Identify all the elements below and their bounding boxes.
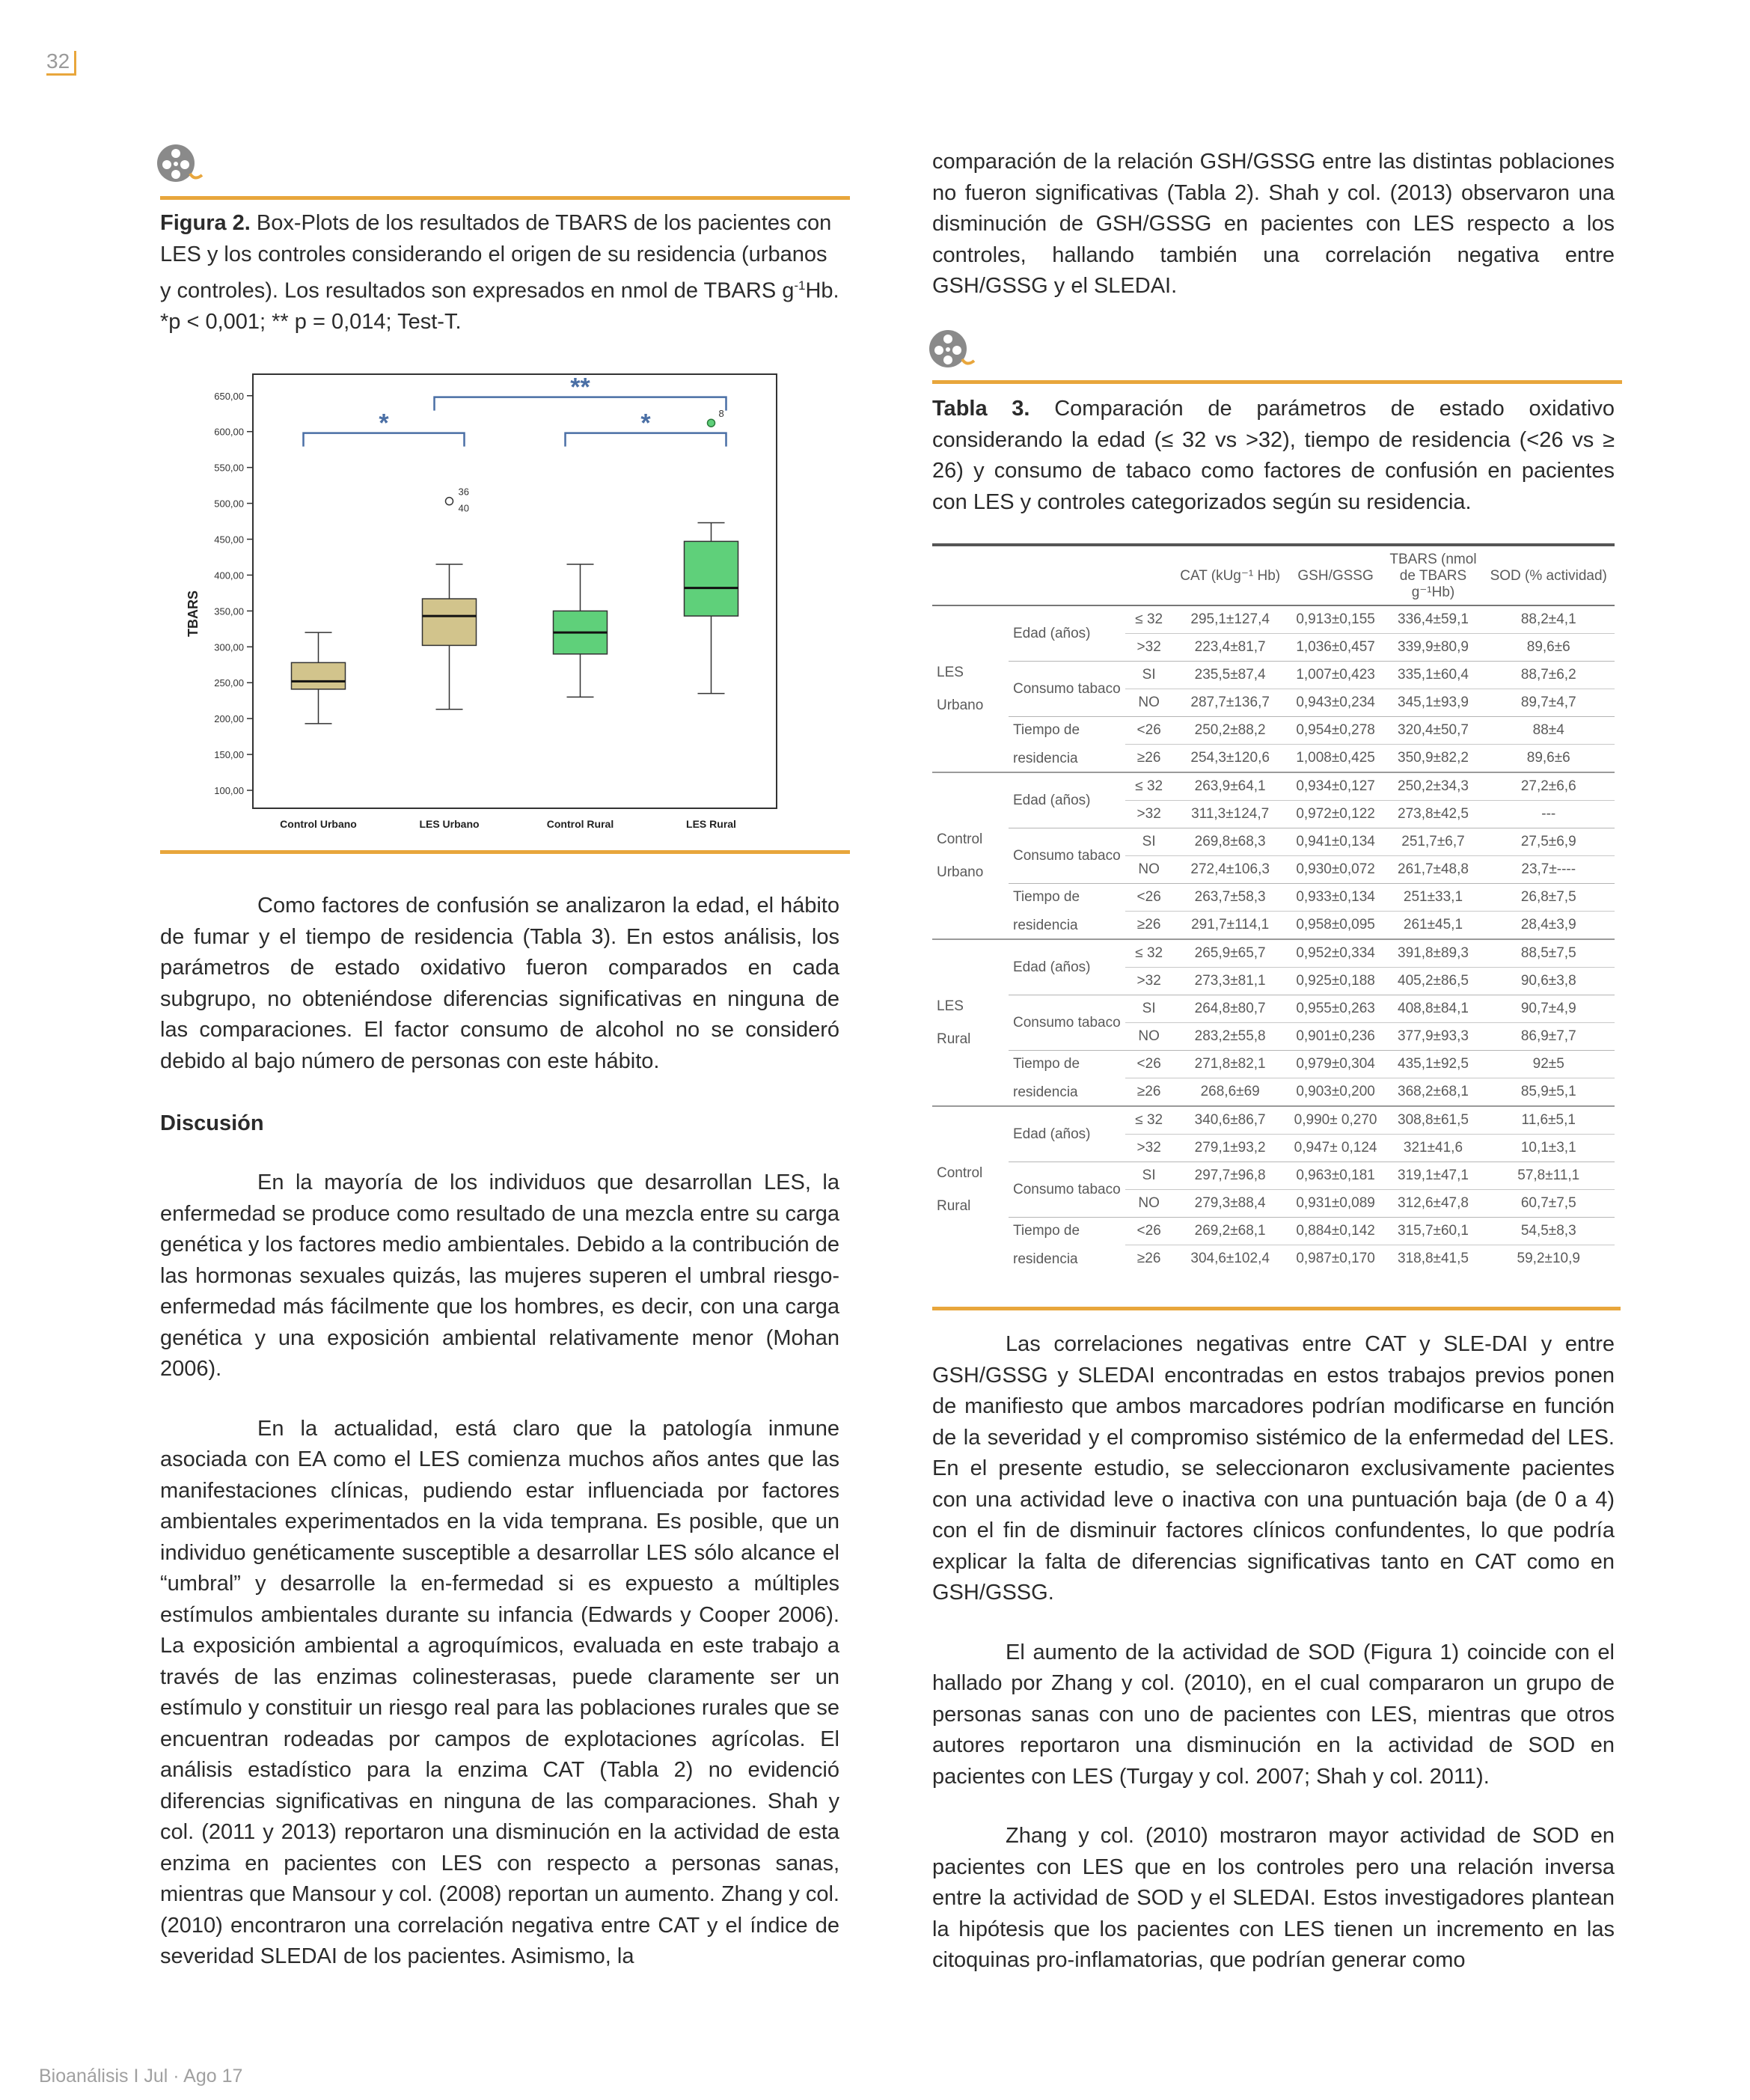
x-tick-label: LES Rural (686, 818, 736, 830)
table-caption-top-rule (932, 380, 1622, 384)
table-row (932, 1051, 1615, 1078)
outlier-point (708, 419, 715, 427)
boxplot-figure (172, 367, 801, 838)
table-header-row (932, 548, 1615, 605)
figure-caption-label: Figura 2. (160, 211, 251, 235)
table-level-cell: NO (1125, 689, 1173, 717)
table-subgroup-label (1009, 1218, 1125, 1273)
table-row (932, 1218, 1615, 1245)
y-tick-label: 550,00 (214, 462, 244, 474)
group-label-line1: LES (937, 664, 964, 680)
table-value-cell: 92±5 (1482, 1051, 1615, 1078)
table-value-cell: 335,1±60,4 (1383, 662, 1482, 689)
table-value-cell: 311,3±124,7 (1173, 801, 1288, 828)
table-value-cell: 0,925±0,188 (1288, 968, 1384, 995)
table-value-cell: 86,9±7,7 (1482, 1023, 1615, 1051)
table-subgroup-label (1009, 605, 1125, 662)
table-value-cell: 268,6±69 (1173, 1078, 1288, 1107)
table-value-cell: 279,3±88,4 (1173, 1190, 1288, 1218)
table-level-cell: >32 (1125, 801, 1173, 828)
table-value-cell: 350,9±82,2 (1383, 745, 1482, 773)
table-value-cell: 291,7±114,1 (1173, 912, 1288, 940)
box-iqr (292, 662, 346, 689)
group-label-line1: Control (937, 831, 983, 847)
y-tick-label: 250,00 (214, 677, 244, 689)
table-value-cell: 297,7±96,8 (1173, 1162, 1288, 1190)
table-value-cell: 0,901±0,236 (1288, 1023, 1384, 1051)
table-level-cell: ≥26 (1125, 1245, 1173, 1273)
group-label-line2: Rural (937, 1197, 971, 1214)
table-value-cell: 318,8±41,5 (1383, 1245, 1482, 1273)
table-value-cell: 0,941±0,134 (1288, 828, 1384, 856)
table-value-cell: 261,7±48,8 (1383, 856, 1482, 884)
table-value-cell: 89,7±4,7 (1482, 689, 1615, 717)
table-level-cell: <26 (1125, 1051, 1173, 1078)
table-value-cell: 251,7±6,7 (1383, 828, 1482, 856)
subgroup-label-line1: Edad (años) (1013, 1126, 1091, 1142)
table-value-cell: 265,9±65,7 (1173, 939, 1288, 968)
subgroup-label-line1: Consumo tabaco (1013, 1014, 1121, 1031)
table-value-cell: --- (1482, 801, 1615, 828)
table-value-cell: 0,931±0,089 (1288, 1190, 1384, 1218)
table-header-cell (1125, 548, 1173, 605)
table-row (932, 939, 1615, 968)
table-value-cell: 0,952±0,334 (1288, 939, 1384, 968)
subgroup-label-line1: Tiempo de (1013, 721, 1080, 738)
table-value-cell: 312,6±47,8 (1383, 1190, 1482, 1218)
table-value-cell: 269,8±68,3 (1173, 828, 1288, 856)
y-tick-label: 400,00 (214, 570, 244, 582)
table-row (932, 662, 1615, 689)
table-level-cell: >32 (1125, 634, 1173, 662)
paragraph-zhang: Zhang y col. (2010) mostraron mayor actividad de SOD en pacientes con LES que en los controles pero una relación inversa entre la actividad de SOD y el SLEDAI. Estos investigadores plantean la hipótesis que los pacientes con LES tienen un incremento en las citoquinas pro-inflamatorias, que podrían generar como (932, 1824, 1615, 1972)
table-value-cell: 89,6±6 (1482, 634, 1615, 662)
table-subgroup-label (1009, 772, 1125, 828)
table-value-cell: 261±45,1 (1383, 912, 1482, 940)
table-level-cell: SI (1125, 662, 1173, 689)
table-value-cell: 251±33,1 (1383, 884, 1482, 912)
significance-bracket-label: ** (570, 373, 590, 402)
table-level-cell: SI (1125, 995, 1173, 1023)
y-tick-label: 150,00 (214, 749, 244, 761)
table-value-cell: 339,9±80,9 (1383, 634, 1482, 662)
table-subgroup-label (1009, 662, 1125, 717)
table-level-cell: ≤ 32 (1125, 939, 1173, 968)
table-value-cell: 0,987±0,170 (1288, 1245, 1384, 1273)
table-group-label (932, 772, 1009, 939)
y-tick-label: 600,00 (214, 426, 244, 438)
table-subgroup-label (1009, 884, 1125, 940)
table-row (932, 1162, 1615, 1190)
subgroup-label-line1: Consumo tabaco (1013, 680, 1121, 697)
table-value-cell: 59,2±10,9 (1482, 1245, 1615, 1273)
table-value-cell: 0,947± 0,124 (1288, 1135, 1384, 1162)
table-subgroup-label (1009, 1051, 1125, 1107)
table-subgroup-label (1009, 717, 1125, 773)
table-value-cell: 0,958±0,095 (1288, 912, 1384, 940)
table-value-cell: 1,007±0,423 (1288, 662, 1384, 689)
y-tick-label: 350,00 (214, 605, 244, 617)
table-header-cell: CAT (kUg⁻¹ Hb) (1173, 548, 1288, 605)
table-value-cell: 320,4±50,7 (1383, 717, 1482, 745)
y-tick-label: 200,00 (214, 713, 244, 725)
figure-caption (160, 208, 839, 338)
table-value-cell: 1,036±0,457 (1288, 634, 1384, 662)
table-value-cell: 28,4±3,9 (1482, 912, 1615, 940)
table-value-cell: 0,913±0,155 (1288, 605, 1384, 634)
table-group-label (932, 1106, 1009, 1272)
table-value-cell: 88,5±7,5 (1482, 939, 1615, 968)
table-value-cell: 60,7±7,5 (1482, 1190, 1615, 1218)
table-value-cell: 0,972±0,122 (1288, 801, 1384, 828)
table-value-cell: 435,1±92,5 (1383, 1051, 1482, 1078)
table-value-cell: 273,8±42,5 (1383, 801, 1482, 828)
table-value-cell: 272,4±106,3 (1173, 856, 1288, 884)
box-iqr (423, 599, 477, 645)
subgroup-label-line2: residencia (1013, 750, 1078, 766)
table-value-cell: 23,7±---- (1482, 856, 1615, 884)
table-group-label (932, 939, 1009, 1106)
outlier-label: 36 (458, 486, 469, 498)
table-value-cell: 377,9±93,3 (1383, 1023, 1482, 1051)
table-value-cell: 315,7±60,1 (1383, 1218, 1482, 1245)
table-value-cell: 0,943±0,234 (1288, 689, 1384, 717)
y-tick-label: 100,00 (214, 785, 244, 797)
group-label-line1: Control (937, 1165, 983, 1181)
table-value-cell: 0,934±0,127 (1288, 772, 1384, 801)
film-reel-icon (156, 142, 208, 191)
table-value-cell: 0,930±0,072 (1288, 856, 1384, 884)
y-tick-label: 650,00 (214, 390, 244, 402)
table-subgroup-label (1009, 828, 1125, 884)
table-header-cell (1009, 548, 1125, 605)
table-level-cell: ≥26 (1125, 1078, 1173, 1107)
figure-bottom-rule (160, 850, 850, 854)
table-header-cell: SOD (% actividad) (1482, 548, 1615, 605)
table-value-cell: 0,954±0,278 (1288, 717, 1384, 745)
table-header-cell: TBARS (nmol de TBARS g⁻¹Hb) (1383, 548, 1482, 605)
table-level-cell: SI (1125, 1162, 1173, 1190)
significance-bracket-label: * (379, 409, 389, 438)
group-label-line2: Rural (937, 1031, 971, 1047)
page-number: 32 (46, 51, 76, 76)
table-value-cell: 88,2±4,1 (1482, 605, 1615, 634)
table-value-cell: 0,963±0,181 (1288, 1162, 1384, 1190)
table-value-cell: 264,8±80,7 (1173, 995, 1288, 1023)
table-value-cell: 235,5±87,4 (1173, 662, 1288, 689)
table-level-cell: <26 (1125, 1218, 1173, 1245)
table-level-cell: NO (1125, 1190, 1173, 1218)
paragraph-discussion-2: En la actualidad, está claro que la patología inmune asociada con EA como el LES comienza muchos años antes que las manifestaciones clínicas, pudiendo estar influenciada por factores ambientales experimentados en la vida temprana. Es posible, que un individuo genéticamente susceptible a desarrollar LES sólo alcance el “umbral” y desarrolle la en-fermedad si es expuesto a múltiples estímulos ambientales durante su infancia (Edwards y Cooper 2006). La exposición ambiental a agroquímicos, evaluada en este trabajo a través de las enzimas colinesterasas, puede claramente ser un estímulo y constituir un riesgo real para las poblaciones rurales que se encuentran rodeadas por campos de explotaciones agrícolas. El análisis estadístico para la enzima CAT (Tabla 2) no evidenció diferencias significativas en ninguna de las comparaciones. Shah y col. (2011 y 2013) reportaron una disminución en la actividad de esta enzima en pacientes con LES con respecto a personas sanas, mientras que Mansour y col. (2008) reportan un aumento. Zhang y col. (2010) encontraron una correlación negativa entre CAT y el índice de severidad SLEDAI de los pacientes. Asimismo, la (160, 1416, 839, 1968)
table-level-cell: ≤ 32 (1125, 772, 1173, 801)
paragraph-gsh-gssg: comparación de la relación GSH/GSSG entre las distintas poblaciones no fueron significativas (Tabla 2). Shah y col. (2013) observaron una disminución de GSH/GSSG en pacientes con LES respecto a los controles, hallando también una correlación negativa entre GSH/GSSG y el SLEDAI. (932, 150, 1615, 298)
table-value-cell: 269,2±68,1 (1173, 1218, 1288, 1245)
table-row (932, 1106, 1615, 1135)
subgroup-label-line1: Tiempo de (1013, 1222, 1080, 1239)
x-tick-label: Control Rural (546, 818, 614, 830)
film-reel-icon (928, 328, 980, 376)
table-level-cell: NO (1125, 856, 1173, 884)
table-level-cell: ≤ 32 (1125, 1106, 1173, 1135)
paragraph-correlations: Las correlaciones negativas entre CAT y SLE-DAI y entre GSH/GSSG y SLEDAI encontradas en estos trabajos previos ponen de manifiesto que ambos marcadores podrían modificarse en función de la severidad y el compromiso sistémico de la enfermedad del LES. En el presente estudio, se seleccionaron exclusivamente pacientes con una actividad leve o inactiva con una puntuación baja (de 0 a 4) con el fin de disminuir factores clínicos confundentes, lo que podría explicar la falta de diferencias significativas tanto en CAT como en GSH/GSSG. (932, 1332, 1615, 1605)
table-level-cell: ≤ 32 (1125, 605, 1173, 634)
table-value-cell: 88±4 (1482, 717, 1615, 745)
table-value-cell: 0,903±0,200 (1288, 1078, 1384, 1107)
table-value-cell: 54,5±8,3 (1482, 1218, 1615, 1245)
table-value-cell: 336,4±59,1 (1383, 605, 1482, 634)
table-level-cell: ≥26 (1125, 912, 1173, 940)
table-subgroup-label (1009, 1162, 1125, 1218)
figure-caption-text2: Hb. *p < 0,001; ** p = 0,014; Test-T. (160, 278, 839, 335)
boxplot-svg (172, 367, 801, 838)
table-value-cell: 304,6±102,4 (1173, 1245, 1288, 1273)
y-tick-label: 500,00 (214, 498, 244, 510)
table3-top-border (932, 543, 1615, 546)
table-row (932, 772, 1615, 801)
table-value-cell: 308,8±61,5 (1383, 1106, 1482, 1135)
table-value-cell: 57,8±11,1 (1482, 1162, 1615, 1190)
table-value-cell: 273,3±81,1 (1173, 968, 1288, 995)
figure-caption-sup: -1 (794, 278, 806, 293)
table-row (932, 717, 1615, 745)
outlier-label: 8 (718, 408, 724, 420)
table-level-cell: NO (1125, 1023, 1173, 1051)
subgroup-label-line1: Tiempo de (1013, 1055, 1080, 1072)
table3 (932, 548, 1615, 1272)
table-value-cell: 27,2±6,6 (1482, 772, 1615, 801)
table-value-cell: 263,7±58,3 (1173, 884, 1288, 912)
x-tick-label: LES Urbano (419, 818, 480, 830)
table-value-cell: 319,1±47,1 (1383, 1162, 1482, 1190)
table-value-cell: 287,7±136,7 (1173, 689, 1288, 717)
table-value-cell: 263,9±64,1 (1173, 772, 1288, 801)
subgroup-label-line1: Consumo tabaco (1013, 1181, 1121, 1197)
table-value-cell: 368,2±68,1 (1383, 1078, 1482, 1107)
table-value-cell: 0,979±0,304 (1288, 1051, 1384, 1078)
outlier-point (446, 498, 453, 505)
table-value-cell: 254,3±120,6 (1173, 745, 1288, 773)
paragraph-confusion-factors: Como factores de confusión se analizaron la edad, el hábito de fumar y el tiempo de residencia (Tabla 3). En estos análisis, los parámetros de estado oxidativo fueron comparados en cada subgrupo, no obteniéndose diferencias significativas en ninguna de las comparaciones. El factor consumo de alcohol no se consideró debido al bajo número de personas con este hábito. (160, 894, 839, 1073)
table-value-cell: 295,1±127,4 (1173, 605, 1288, 634)
table-group-label (932, 605, 1009, 772)
y-axis-label: TBARS (186, 590, 201, 637)
subgroup-label-line2: residencia (1013, 1251, 1078, 1267)
paragraph-sod-increase: El aumento de la actividad de SOD (Figura 1) coincide con el hallado por Zhang y col. (2010), en el cual compararon un grupo de personas sanas con uno de pacientes con LES, mientras que otros autores reportaron una disminución en la actividad de SOD en pacientes con LES (Turgay y col. 2007; Shah y col. 2011). (932, 1640, 1615, 1789)
subgroup-label-line1: Edad (años) (1013, 792, 1091, 808)
table-value-cell: 90,7±4,9 (1482, 995, 1615, 1023)
table-level-cell: <26 (1125, 884, 1173, 912)
subgroup-label-line1: Tiempo de (1013, 888, 1080, 905)
subgroup-label-line2: residencia (1013, 1084, 1078, 1100)
subgroup-label-line1: Edad (años) (1013, 959, 1091, 975)
y-tick-label: 300,00 (214, 641, 244, 653)
group-label-line1: LES (937, 998, 964, 1014)
table-value-cell: 340,6±86,7 (1173, 1106, 1288, 1135)
table-value-cell: 26,8±7,5 (1482, 884, 1615, 912)
table-value-cell: 283,2±55,8 (1173, 1023, 1288, 1051)
table-value-cell: 0,884±0,142 (1288, 1218, 1384, 1245)
table-subgroup-label (1009, 1106, 1125, 1162)
section-heading-discussion: Discusión (160, 1111, 264, 1135)
table-value-cell: 321±41,6 (1383, 1135, 1482, 1162)
table-level-cell: SI (1125, 828, 1173, 856)
figure-top-rule (160, 196, 850, 200)
table-value-cell: 345,1±93,9 (1383, 689, 1482, 717)
table3-caption-label: Tabla 3. (932, 397, 1030, 421)
table-value-cell: 90,6±3,8 (1482, 968, 1615, 995)
table-value-cell: 391,8±89,3 (1383, 939, 1482, 968)
footer: Bioanálisis I Jul · Ago 17 (39, 2066, 243, 2087)
table-row (932, 884, 1615, 912)
table-value-cell: 27,5±6,9 (1482, 828, 1615, 856)
table-value-cell: 10,1±3,1 (1482, 1135, 1615, 1162)
table-value-cell: 0,933±0,134 (1288, 884, 1384, 912)
figure-caption-text: Box-Plots de los resultados de TBARS de los pacientes con LES y los controles considerando el origen de su residencia (urbanos y controles). Los resultados son expresados en nmol de TBARS g (160, 211, 832, 303)
table-level-cell: >32 (1125, 1135, 1173, 1162)
table-bottom-rule (932, 1307, 1621, 1310)
outlier-label: 40 (458, 502, 469, 514)
table-header-cell (932, 548, 1009, 605)
table-value-cell: 250,2±34,3 (1383, 772, 1482, 801)
box-iqr (685, 541, 738, 616)
table3-container (932, 548, 1615, 1272)
table3-caption (932, 394, 1615, 518)
table-value-cell: 250,2±88,2 (1173, 717, 1288, 745)
paragraph-discussion-1: En la mayoría de los individuos que desarrollan LES, la enfermedad se produce como resultado de una mezcla entre su carga genética y los factores medio ambientales. Debido a la contribución de las hormonas sexuales quizás, las mujeres superen el umbral riesgo-enfermedad más fácilmente que los hombres, es decir, con una carga genética y una exposición ambiental relativamente menor (Mohan 2006). (160, 1170, 839, 1381)
subgroup-label-line2: residencia (1013, 917, 1078, 933)
table-subgroup-label (1009, 995, 1125, 1051)
table-value-cell: 1,008±0,425 (1288, 745, 1384, 773)
table-value-cell: 0,955±0,263 (1288, 995, 1384, 1023)
table-level-cell: <26 (1125, 717, 1173, 745)
table-value-cell: 405,2±86,5 (1383, 968, 1482, 995)
table-level-cell: ≥26 (1125, 745, 1173, 773)
table-row (932, 995, 1615, 1023)
table-value-cell: 88,7±6,2 (1482, 662, 1615, 689)
table-header-cell: GSH/GSSG (1288, 548, 1384, 605)
table-value-cell: 89,6±6 (1482, 745, 1615, 773)
table3-caption-text: Comparación de parámetros de estado oxidativo considerando la edad (≤ 32 vs >32), tiempo de residencia (<26 vs ≥ 26) y consumo de tabaco como factores de confusión en pacientes con LES y controles categorizados según su residencia. (932, 397, 1615, 514)
subgroup-label-line1: Edad (años) (1013, 625, 1091, 641)
y-tick-label: 450,00 (214, 534, 244, 546)
table-row (932, 828, 1615, 856)
x-tick-label: Control Urbano (280, 818, 357, 830)
table-row (932, 605, 1615, 634)
table-value-cell: 85,9±5,1 (1482, 1078, 1615, 1107)
table-subgroup-label (1009, 939, 1125, 995)
subgroup-label-line1: Consumo tabaco (1013, 847, 1121, 864)
table-value-cell: 271,8±82,1 (1173, 1051, 1288, 1078)
table-level-cell: >32 (1125, 968, 1173, 995)
table-value-cell: 11,6±5,1 (1482, 1106, 1615, 1135)
table-value-cell: 279,1±93,2 (1173, 1135, 1288, 1162)
table-value-cell: 223,4±81,7 (1173, 634, 1288, 662)
group-label-line2: Urbano (937, 697, 984, 713)
group-label-line2: Urbano (937, 864, 984, 880)
table-value-cell: 0,990± 0,270 (1288, 1106, 1384, 1135)
significance-bracket-label: * (640, 409, 651, 438)
table-value-cell: 408,8±84,1 (1383, 995, 1482, 1023)
